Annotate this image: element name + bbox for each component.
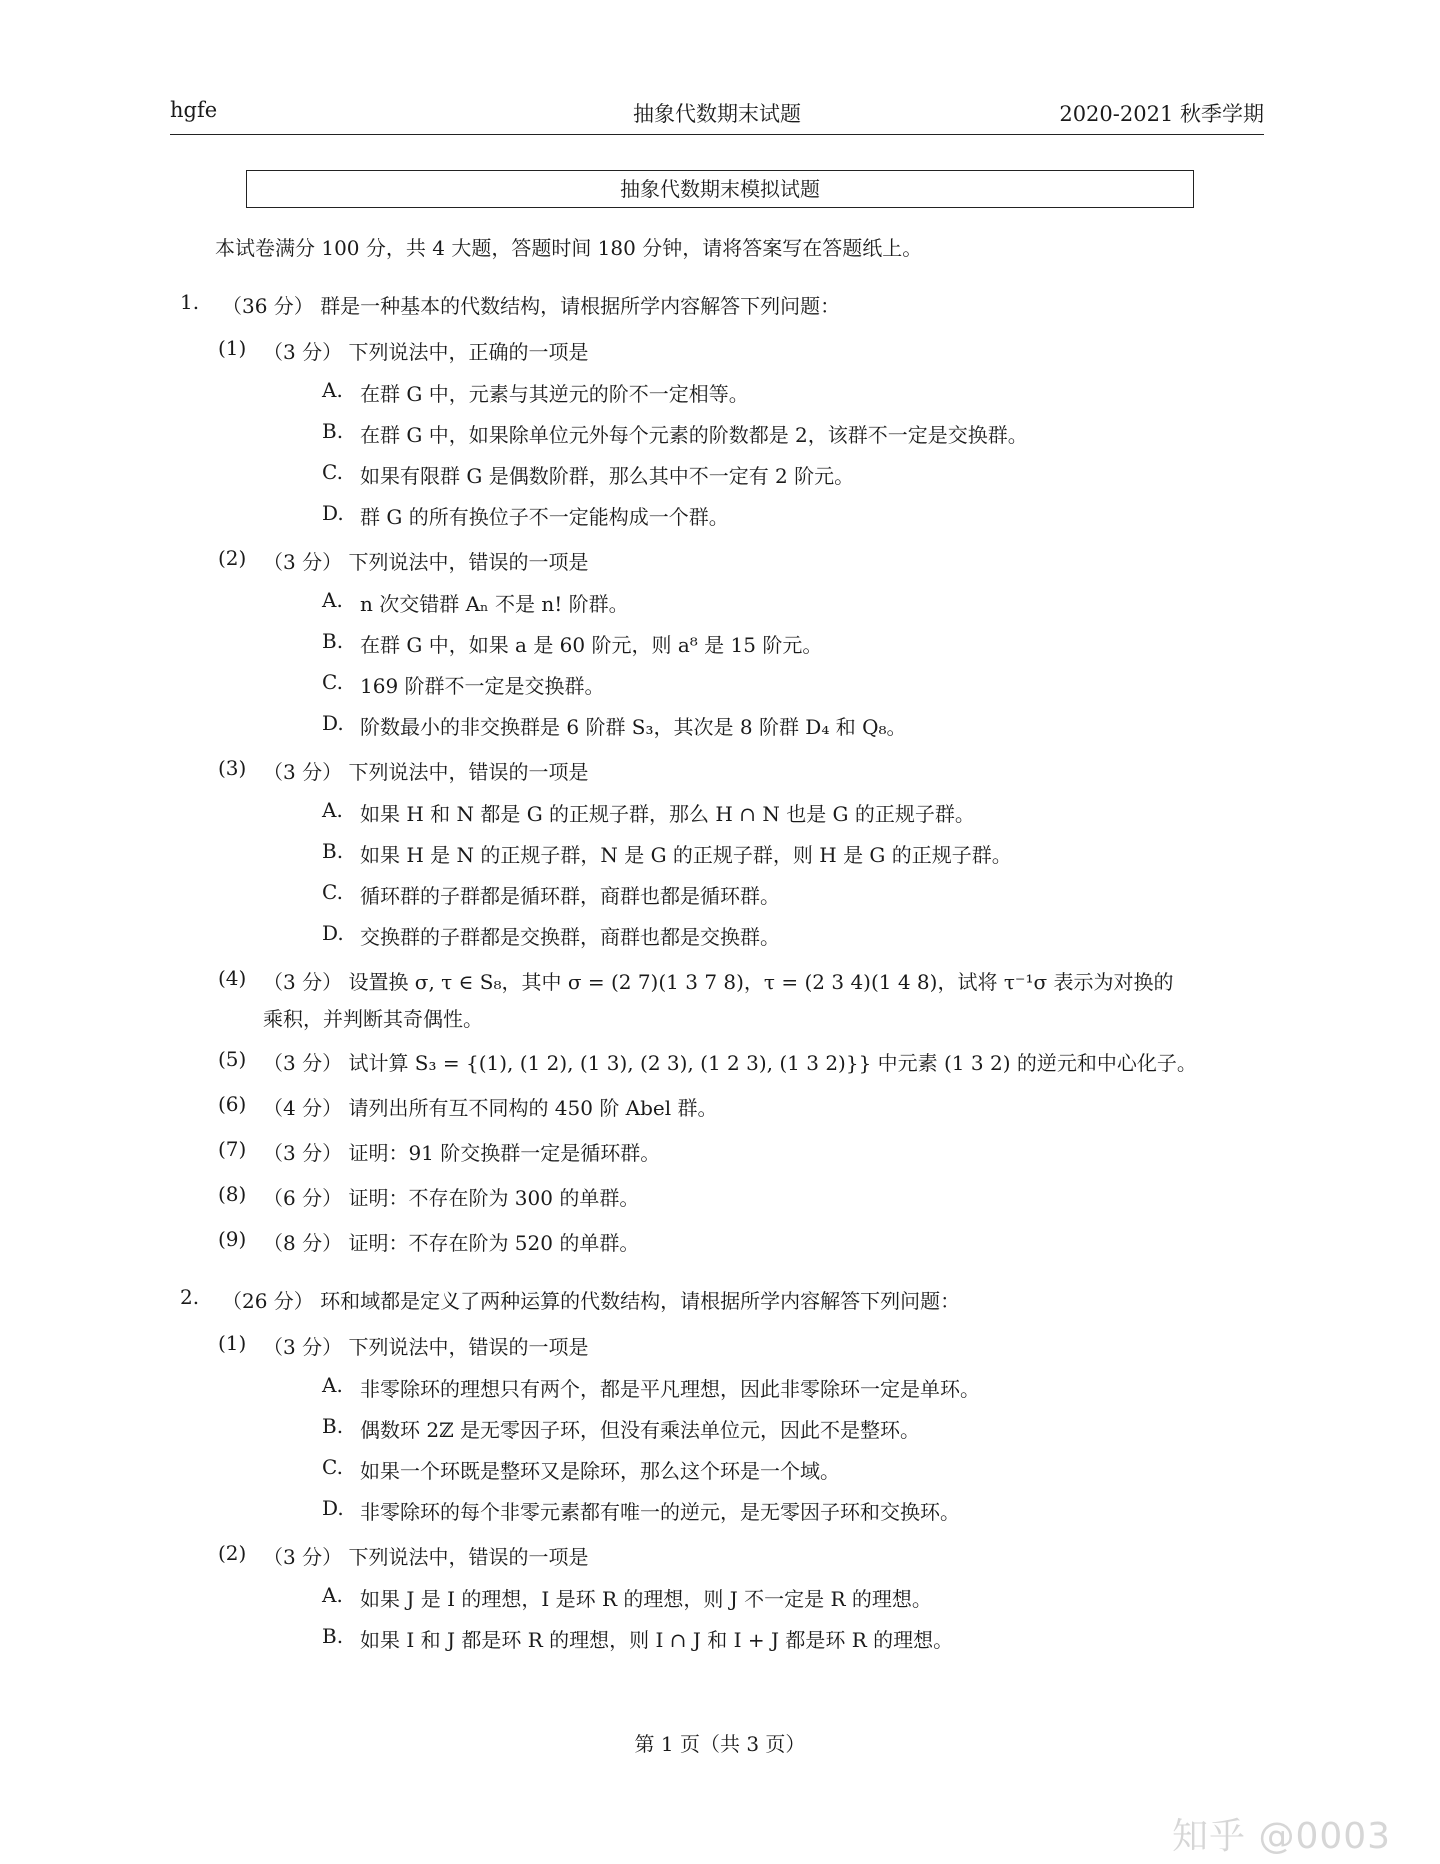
exam-title: 抽象代数期末模拟试题 <box>246 170 1194 208</box>
subquestion-number: (7) <box>218 1137 247 1161</box>
option-text: 如果 H 是 N 的正规子群，N 是 G 的正规子群，则 H 是 G 的正规子群。 <box>360 843 1012 867</box>
option-text: 非零除环的每个非零元素都有唯一的逆元，是无零因子环和交换环。 <box>360 1500 960 1524</box>
option-number: A. <box>322 588 343 612</box>
option-text: 在群 G 中，如果 a 是 60 阶元，则 a⁸ 是 15 阶元。 <box>360 633 823 657</box>
option-text: 偶数环 2ℤ 是无零因子环，但没有乘法单位元，因此不是整环。 <box>360 1418 921 1442</box>
subquestion-number: (8) <box>218 1182 247 1206</box>
subquestion-number: (5) <box>218 1047 247 1071</box>
header-left: hgfe <box>170 98 218 122</box>
header-center: 抽象代数期末试题 <box>633 102 801 126</box>
option-text: 交换群的子群都是交换群，商群也都是交换群。 <box>360 925 780 949</box>
question-text: （26 分） 环和域都是定义了两种运算的代数结构，请根据所学内容解答下列问题： <box>222 1289 961 1313</box>
option-number: D. <box>322 1496 344 1520</box>
option-text: 非零除环的理想只有两个，都是平凡理想，因此非零除环一定是单环。 <box>360 1377 980 1401</box>
subquestion-text: （3 分） 下列说法中，正确的一项是 <box>263 340 589 364</box>
option-text: 在群 G 中，元素与其逆元的阶不一定相等。 <box>360 382 749 406</box>
watermark: 知乎 @0003 <box>1172 1816 1392 1857</box>
continuation-text: 乘积，并判断其奇偶性。 <box>263 1007 483 1031</box>
subquestion-text: （3 分） 下列说法中，错误的一项是 <box>263 550 589 574</box>
option-number: D. <box>322 921 344 945</box>
option-text: 如果一个环既是整环又是除环，那么这个环是一个域。 <box>360 1459 840 1483</box>
subquestion-text: （3 分） 下列说法中，错误的一项是 <box>263 1335 589 1359</box>
option-text: 如果 H 和 N 都是 G 的正规子群，那么 H ∩ N 也是 G 的正规子群。 <box>360 802 975 826</box>
option-text: 如果 I 和 J 都是环 R 的理想，则 I ∩ J 和 I + J 都是环 R 的理想。 <box>360 1628 954 1652</box>
subquestion-number: (1) <box>218 1331 247 1355</box>
subquestion-text: （6 分） 证明：不存在阶为 300 的单群。 <box>263 1186 640 1210</box>
subquestion-number: (2) <box>218 546 247 570</box>
option-number: A. <box>322 1583 343 1607</box>
option-text: 阶数最小的非交换群是 6 阶群 S₃，其次是 8 阶群 D₄ 和 Q₈。 <box>360 715 907 739</box>
subquestion-text: （3 分） 证明：91 阶交换群一定是循环群。 <box>263 1141 661 1165</box>
option-text: 如果 J 是 I 的理想，I 是环 R 的理想，则 J 不一定是 R 的理想。 <box>360 1587 932 1611</box>
option-text: n 次交错群 Aₙ 不是 n! 阶群。 <box>360 592 629 616</box>
option-number: C. <box>322 460 343 484</box>
exam-intro: 本试卷满分 100 分，共 4 大题，答题时间 180 分钟，请将答案写在答题纸上。 <box>215 236 923 260</box>
option-number: C. <box>322 1455 343 1479</box>
option-number: A. <box>322 798 343 822</box>
subquestion-number: (6) <box>218 1092 247 1116</box>
page-footer: 第 1 页（共 3 页） <box>634 1732 806 1756</box>
question-text: （36 分） 群是一种基本的代数结构，请根据所学内容解答下列问题： <box>222 294 841 318</box>
option-number: C. <box>322 670 343 694</box>
option-number: B. <box>322 629 344 653</box>
subquestion-number: (1) <box>218 336 247 360</box>
option-number: B. <box>322 419 344 443</box>
subquestion-text: （3 分） 设置换 σ, τ ∈ S₈，其中 σ = (2 7)(1 3 7 8)，τ = (2 3 4)(1 4 8)，试将 τ⁻¹σ 表示为对换的 <box>263 970 1174 994</box>
subquestion-text: （3 分） 下列说法中，错误的一项是 <box>263 760 589 784</box>
subquestion-number: (9) <box>218 1227 247 1251</box>
option-number: D. <box>322 711 344 735</box>
option-number: B. <box>322 1414 344 1438</box>
option-text: 在群 G 中，如果除单位元外每个元素的阶数都是 2，该群不一定是交换群。 <box>360 423 1028 447</box>
question-number: 1. <box>180 290 200 314</box>
option-number: B. <box>322 1624 344 1648</box>
question-number: 2. <box>180 1285 200 1309</box>
option-text: 群 G 的所有换位子不一定能构成一个群。 <box>360 505 729 529</box>
page-header <box>170 98 1264 135</box>
subquestion-text: （8 分） 证明：不存在阶为 520 的单群。 <box>263 1231 640 1255</box>
option-number: A. <box>322 378 343 402</box>
option-number: D. <box>322 501 344 525</box>
option-number: A. <box>322 1373 343 1397</box>
subquestion-number: (2) <box>218 1541 247 1565</box>
option-text: 如果有限群 G 是偶数阶群，那么其中不一定有 2 阶元。 <box>360 464 855 488</box>
option-text: 169 阶群不一定是交换群。 <box>360 674 605 698</box>
subquestion-number: (4) <box>218 966 247 990</box>
option-number: C. <box>322 880 343 904</box>
subquestion-text: （3 分） 下列说法中，错误的一项是 <box>263 1545 589 1569</box>
subquestion-text: （3 分） 试计算 S₃ = {(1), (1 2), (1 3), (2 3), (1 2 3), (1 3 2)}} 中元素 (1 3 2) 的逆元和中心化子。 <box>263 1051 1197 1075</box>
option-text: 循环群的子群都是循环群，商群也都是循环群。 <box>360 884 780 908</box>
subquestion-text: （4 分） 请列出所有互不同构的 450 阶 Abel 群。 <box>263 1096 718 1120</box>
subquestion-number: (3) <box>218 756 247 780</box>
header-right: 2020-2021 秋季学期 <box>1059 102 1264 126</box>
option-number: B. <box>322 839 344 863</box>
